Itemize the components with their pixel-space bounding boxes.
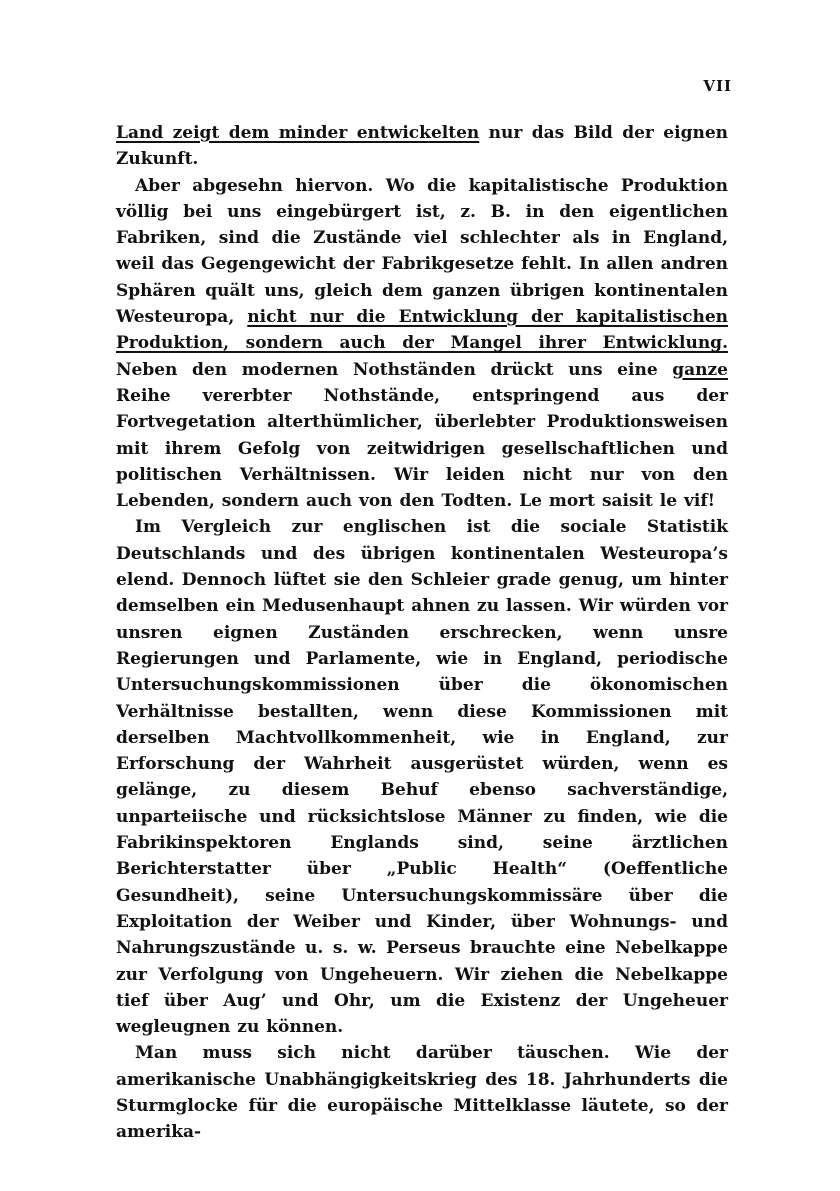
paragraph-1 [116, 120, 728, 173]
text-segment: Man muss sich nicht darüber täuschen. Wie der amerikanische Unabhängigkeitskrieg des 18. Jahrhunderts die Sturmglocke für die europäische Mittelklasse läutete, so der amerika- [116, 1043, 728, 1143]
body-text [116, 120, 728, 1146]
text-segment: Im Vergleich zur englischen ist die sociale Statistik Deutschlands und des übrigen kontinentalen Westeuropa’s elend. Dennoch lüftet sie den Schleier grade genug, um hinter demselben ein Medusenhaupt ahnen zu lassen. Wir würden vor unsren eignen Zuständen erschrecken, wenn unsre Regierungen und Parlamente, wie in England, periodische Untersuchungskommissionen über die ökonomischen Verhältnisse bestallten, wenn diese Kommissionen mit derselben Machtvollkommenheit, wie in England, zur Erforschung der Wahrheit ausgerüstet würden, wenn es gelänge, zu diesem Behuf ebenso sachverständige, unparteiische und rücksichtslose Männer zu finden, wie die Fabrikinspektoren Englands sind, seine ärztlichen Berichterstatter über „Public Health“ (Oeffentliche Gesundheit), seine Untersuchungskommissäre über die Exploitation der Weiber und Kinder, über Wohnungs- und Nahrungszustände u. s. w. Perseus brauchte eine Nebelkappe zur Verfolgung von Ungeheuern. Wir ziehen die Nebelkappe tief über Aug’ und Ohr, um die Existenz der Ungeheuer wegleugnen zu können. [116, 517, 728, 1038]
text-segment: Aber abgesehn hiervon. Wo die kapitalistische Produktion völlig bei uns eingebürgert ist, z. B. in den eigentlichen Fabriken, sind die Zustände viel schlechter als in England, weil das Gegengewicht der Fabrikgesetze fehlt. In allen andren Sphären quält uns, gleich dem ganzen übrigen kontinentalen Westeuropa, [116, 175, 728, 328]
underlined-text: Land zeigt dem minder entwickelten [116, 123, 480, 143]
page-number: VII [703, 77, 732, 95]
paragraph-3 [116, 514, 728, 1040]
underlined-text: ganze [672, 359, 728, 380]
paragraph-4 [116, 1040, 728, 1145]
underlined-text: nicht nur die Entwicklung der kapitalistischen Produktion, sondern auch der Mangel ihrer Entwicklung. [116, 307, 728, 354]
paragraph-2 [116, 173, 728, 515]
text-segment: Reihe vererbter Nothstände, entspringend aus der Fortvegetation alterthümlicher, überlebter Produktionsweisen mit ihrem Gefolg von zeitwidrigen gesellschaftlichen und politischen Verhältnissen. Wir leiden nicht nur von den Lebenden, sondern auch von den Todten. Le mort saisit le vif! [116, 385, 728, 512]
text-segment: nur das Bild der eignen Zukunft. [116, 123, 728, 170]
text-segment: Neben den modernen Nothständen drückt uns eine [116, 359, 673, 380]
